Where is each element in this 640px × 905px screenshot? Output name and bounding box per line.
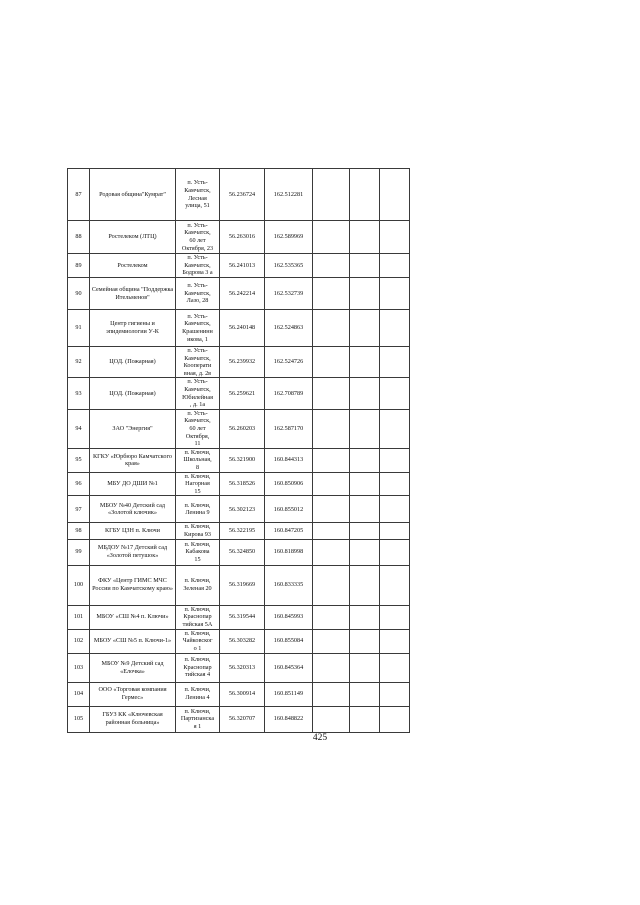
empty-cell <box>380 378 410 409</box>
empty-cell <box>380 706 410 732</box>
row-number-cell: 105 <box>68 706 90 732</box>
row-number-cell: 95 <box>68 448 90 472</box>
organization-name-cell: МБОУ №40 Детский сад «Золотой ключик» <box>90 496 176 523</box>
latitude-cell: 56.240148 <box>220 310 265 347</box>
empty-cell <box>313 523 350 539</box>
organization-name-cell: Центр гигиены и эпидемиологии У-К <box>90 310 176 347</box>
table-row <box>68 310 410 347</box>
empty-cell <box>313 539 350 565</box>
empty-cell <box>313 629 350 653</box>
empty-cell <box>313 221 350 254</box>
organization-name-cell: КГБУ ЦЗН п. Ключи <box>90 523 176 539</box>
empty-cell <box>313 653 350 682</box>
address-cell: п. Ключи, Ленина 9 <box>176 496 220 523</box>
organization-name-cell: Родовая община"Кумрат" <box>90 169 176 221</box>
address-cell: п. Ключи, Кирова 93 <box>176 523 220 539</box>
organization-name-cell: КГКУ «Юрбюро Камчатского края» <box>90 448 176 472</box>
table-row <box>68 278 410 310</box>
empty-cell <box>313 496 350 523</box>
empty-cell <box>350 496 380 523</box>
longitude-cell: 160.851149 <box>265 682 313 706</box>
empty-cell <box>313 310 350 347</box>
empty-cell <box>350 278 380 310</box>
latitude-cell: 56.263016 <box>220 221 265 254</box>
organization-name-cell: ЗАО "Энергия" <box>90 409 176 448</box>
latitude-cell: 56.239932 <box>220 347 265 378</box>
latitude-cell: 56.324850 <box>220 539 265 565</box>
longitude-cell: 160.855012 <box>265 496 313 523</box>
longitude-cell: 160.818998 <box>265 539 313 565</box>
table-row <box>68 472 410 496</box>
table-row <box>68 706 410 732</box>
longitude-cell: 162.512281 <box>265 169 313 221</box>
row-number-cell: 102 <box>68 629 90 653</box>
table-row <box>68 682 410 706</box>
latitude-cell: 56.319544 <box>220 605 265 629</box>
address-cell: п. Ключи, Зеленая 20 <box>176 565 220 605</box>
row-number-cell: 103 <box>68 653 90 682</box>
address-cell: п. Усть- Камчатск, Юбилейная , д. 1а <box>176 378 220 409</box>
empty-cell <box>350 523 380 539</box>
longitude-cell: 162.589969 <box>265 221 313 254</box>
row-number-cell: 104 <box>68 682 90 706</box>
row-number-cell: 93 <box>68 378 90 409</box>
row-number-cell: 101 <box>68 605 90 629</box>
longitude-cell: 160.845364 <box>265 653 313 682</box>
empty-cell <box>350 254 380 278</box>
empty-cell <box>350 347 380 378</box>
empty-cell <box>350 169 380 221</box>
empty-cell <box>313 169 350 221</box>
row-number-cell: 89 <box>68 254 90 278</box>
latitude-cell: 56.322195 <box>220 523 265 539</box>
organization-name-cell: ЦОД. (Пожарная) <box>90 378 176 409</box>
empty-cell <box>380 496 410 523</box>
longitude-cell: 160.844313 <box>265 448 313 472</box>
empty-cell <box>380 472 410 496</box>
table-row <box>68 496 410 523</box>
row-number-cell: 96 <box>68 472 90 496</box>
organization-name-cell: МБУ ДО ДШИ №1 <box>90 472 176 496</box>
empty-cell <box>350 409 380 448</box>
organization-name-cell: ООО «Торговая компания Гермес» <box>90 682 176 706</box>
longitude-cell: 160.848822 <box>265 706 313 732</box>
empty-cell <box>313 682 350 706</box>
table-row <box>68 653 410 682</box>
address-cell: п. Усть- Камчатск, Лазо, 28 <box>176 278 220 310</box>
empty-cell <box>350 653 380 682</box>
table-row <box>68 629 410 653</box>
row-number-cell: 90 <box>68 278 90 310</box>
latitude-cell: 56.302123 <box>220 496 265 523</box>
row-number-cell: 94 <box>68 409 90 448</box>
table-row <box>68 254 410 278</box>
latitude-cell: 56.320313 <box>220 653 265 682</box>
row-number-cell: 99 <box>68 539 90 565</box>
latitude-cell: 56.303282 <box>220 629 265 653</box>
longitude-cell: 162.587170 <box>265 409 313 448</box>
empty-cell <box>350 448 380 472</box>
empty-cell <box>313 605 350 629</box>
address-cell: п. Усть- Камчатск, 60 лет Октября, 11 <box>176 409 220 448</box>
table-row <box>68 523 410 539</box>
organization-name-cell: ЦОД. (Пожарная) <box>90 347 176 378</box>
table-row <box>68 539 410 565</box>
table-row <box>68 221 410 254</box>
address-cell: п. Ключи, Нагорная 15 <box>176 472 220 496</box>
latitude-cell: 56.260203 <box>220 409 265 448</box>
longitude-cell: 160.855084 <box>265 629 313 653</box>
empty-cell <box>313 448 350 472</box>
organization-name-cell: МБОУ «СШ №4 п. Ключи» <box>90 605 176 629</box>
empty-cell <box>380 629 410 653</box>
address-cell: п. Усть- Камчатск, Лесная улица, 51 <box>176 169 220 221</box>
table-row <box>68 378 410 409</box>
empty-cell <box>350 539 380 565</box>
latitude-cell: 56.241013 <box>220 254 265 278</box>
organization-name-cell: МБДОУ №17 Детский сад «Золотой петушок» <box>90 539 176 565</box>
empty-cell <box>380 169 410 221</box>
empty-cell <box>380 409 410 448</box>
longitude-cell: 162.524726 <box>265 347 313 378</box>
empty-cell <box>313 565 350 605</box>
table-row <box>68 169 410 221</box>
latitude-cell: 56.320707 <box>220 706 265 732</box>
row-number-cell: 87 <box>68 169 90 221</box>
row-number-cell: 92 <box>68 347 90 378</box>
organization-name-cell: Ростелеком (ЛТЦ) <box>90 221 176 254</box>
address-cell: п. Ключи, Кабакова 15 <box>176 539 220 565</box>
table-row <box>68 448 410 472</box>
empty-cell <box>350 378 380 409</box>
empty-cell <box>350 221 380 254</box>
address-cell: п. Ключи, Школьная, 8 <box>176 448 220 472</box>
address-cell: п. Усть- Камчатск, Кооперати вная, д. 2в <box>176 347 220 378</box>
latitude-cell: 56.319669 <box>220 565 265 605</box>
address-cell: п. Ключи, Краснопар тийская 4 <box>176 653 220 682</box>
table-row <box>68 347 410 378</box>
address-cell: п. Ключи, Краснопар тийская 5А <box>176 605 220 629</box>
empty-cell <box>380 523 410 539</box>
empty-cell <box>380 605 410 629</box>
latitude-cell: 56.318526 <box>220 472 265 496</box>
table-row <box>68 409 410 448</box>
longitude-cell: 160.847205 <box>265 523 313 539</box>
organization-name-cell: ГБУЗ КК «Ключевская районная больница» <box>90 706 176 732</box>
address-cell: п. Ключи, Чайковског о 1 <box>176 629 220 653</box>
address-cell: п. Усть- Камчатск, Бодрова 3 а <box>176 254 220 278</box>
row-number-cell: 100 <box>68 565 90 605</box>
empty-cell <box>350 472 380 496</box>
empty-cell <box>350 629 380 653</box>
empty-cell <box>350 310 380 347</box>
address-cell: п. Усть- Камчатск, Крашенинн икова, 1 <box>176 310 220 347</box>
organization-name-cell: ФКУ «Центр ГИМС МЧС России по Камчатскому краю» <box>90 565 176 605</box>
address-cell: п. Усть- Камчатск, 60 лет Октября, 23 <box>176 221 220 254</box>
empty-cell <box>313 378 350 409</box>
address-cell: п. Ключи, Ленина 4 <box>176 682 220 706</box>
empty-cell <box>380 653 410 682</box>
organization-name-cell: Семейная община "Поддержка Ительменов" <box>90 278 176 310</box>
address-cell: п. Ключи, Партизанска я 1 <box>176 706 220 732</box>
empty-cell <box>380 254 410 278</box>
empty-cell <box>380 539 410 565</box>
empty-cell <box>313 472 350 496</box>
longitude-cell: 162.532739 <box>265 278 313 310</box>
row-number-cell: 97 <box>68 496 90 523</box>
empty-cell <box>350 605 380 629</box>
longitude-cell: 162.524863 <box>265 310 313 347</box>
empty-cell <box>313 347 350 378</box>
longitude-cell: 162.708789 <box>265 378 313 409</box>
table-row <box>68 605 410 629</box>
latitude-cell: 56.242214 <box>220 278 265 310</box>
latitude-cell: 56.300914 <box>220 682 265 706</box>
coordinates-table <box>67 168 410 733</box>
empty-cell <box>380 310 410 347</box>
latitude-cell: 56.236724 <box>220 169 265 221</box>
longitude-cell: 160.850906 <box>265 472 313 496</box>
row-number-cell: 91 <box>68 310 90 347</box>
empty-cell <box>380 221 410 254</box>
empty-cell <box>350 682 380 706</box>
page-number: 425 <box>312 733 328 743</box>
empty-cell <box>380 347 410 378</box>
longitude-cell: 160.845993 <box>265 605 313 629</box>
row-number-cell: 98 <box>68 523 90 539</box>
empty-cell <box>380 278 410 310</box>
empty-cell <box>313 706 350 732</box>
empty-cell <box>350 706 380 732</box>
organization-name-cell: МБОУ «СШ №5 п. Ключи-1» <box>90 629 176 653</box>
organization-name-cell: Ростелеком <box>90 254 176 278</box>
row-number-cell: 88 <box>68 221 90 254</box>
longitude-cell: 160.833335 <box>265 565 313 605</box>
table-body <box>68 169 410 733</box>
empty-cell <box>380 682 410 706</box>
organization-name-cell: МБОУ №9 Детский сад «Елочка» <box>90 653 176 682</box>
latitude-cell: 56.321900 <box>220 448 265 472</box>
empty-cell <box>380 565 410 605</box>
empty-cell <box>313 254 350 278</box>
longitude-cell: 162.535365 <box>265 254 313 278</box>
empty-cell <box>313 409 350 448</box>
latitude-cell: 56.259621 <box>220 378 265 409</box>
table-row <box>68 565 410 605</box>
empty-cell <box>313 278 350 310</box>
empty-cell <box>350 565 380 605</box>
empty-cell <box>380 448 410 472</box>
